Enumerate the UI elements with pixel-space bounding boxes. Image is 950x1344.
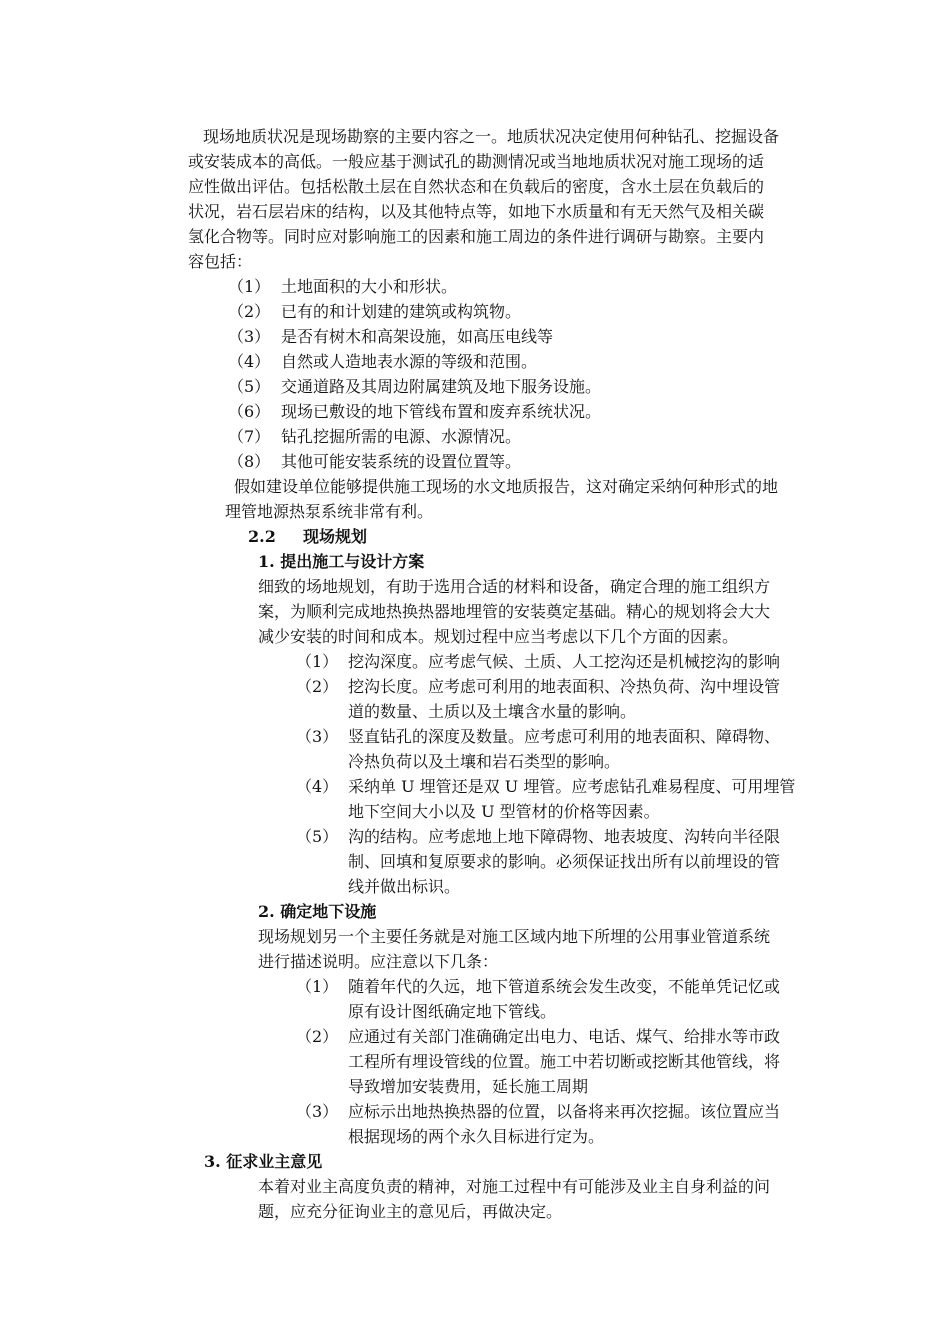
list-item: 其他可能安装系统的设置位置等。 [281,452,522,471]
list-item-number: （3） [228,327,271,346]
list-item-continuation: 根据现场的两个永久目标进行定为。 [348,1127,605,1146]
list-item-continuation: 地下空间大小以及 U 型管材的价格等因素。 [348,802,660,821]
list-item-continuation: 工程所有埋设管线的位置。施工中若切断或挖断其他管线，将 [348,1052,781,1071]
list-item: 自然或人造地表水源的等级和范围。 [281,352,538,371]
list-item: 钻孔挖掘所需的电源、水源情况。 [281,427,522,446]
paragraph-line: 题，应充分征询业主的意见后，再做决定。 [258,1202,563,1221]
intro-line: 应性做出评估。包括松散土层在自然状态和在负载后的密度，含水土层在负载后的 [188,177,765,196]
intro-line: 状况，岩石层岩床的结构，以及其他特点等，如地下水质量和有无天然气及相关碳 [188,202,765,221]
list-item: 交通道路及其周边附属建筑及地下服务设施。 [281,377,602,396]
paragraph-line: 本着对业主高度负责的精神，对施工过程中有可能涉及业主自身利益的问 [258,1177,771,1196]
list-item-continuation: 冷热负荷以及土壤和岩石类型的影响。 [348,752,621,771]
list-item-number: （4） [228,352,271,371]
section-heading: 现场规划 [303,527,368,546]
list-item-number: （8） [228,452,271,471]
intro-line: 现场地质状况是现场勘察的主要内容之一。地质状况决定使用何种钻孔、挖掘设备 [203,127,780,146]
list-item: 应标示出地热换热器的位置，以备将来再次挖掘。该位置应当 [348,1102,781,1121]
paragraph-line: 细致的场地规划，有助于选用合适的材料和设备，确定合理的施工组织方 [258,577,771,596]
list-item: 随着年代的久远，地下管道系统会发生改变，不能单凭记忆或 [348,977,781,996]
list-item-continuation: 制、回填和复原要求的影响。必须保证找出所有以前埋设的管 [348,852,781,871]
list-item-number: （1） [228,277,271,296]
subsection-heading: 1. 提出施工与设计方案 [258,552,425,571]
list-item-number: （7） [228,427,271,446]
paragraph-line: 案，为顺利完成地热换热器地埋管的安装奠定基础。精心的规划将会大大 [258,602,771,621]
paragraph-line: 减少安装的时间和成本。规划过程中应当考虑以下几个方面的因素。 [258,627,739,646]
intro-line: 氢化合物等。同时应对影响施工的因素和施工周边的条件进行调研与勘察。主要内 [188,227,765,246]
list-item-continuation: 道的数量、土质以及土壤含水量的影响。 [348,702,637,721]
list-item-number: （1） [296,977,339,996]
paragraph-line: 进行描述说明。应注意以下几条： [258,952,499,971]
list-item-number: （3） [296,727,339,746]
intro-line: 容包括： [188,252,253,271]
report-line: 理管地源热泵系统非常有利。 [225,502,434,521]
list-item-number: （6） [228,402,271,421]
list-item-number: （2） [228,302,271,321]
report-line: 假如建设单位能够提供施工现场的水文地质报告，这对确定采纳何种形式的地 [234,477,779,496]
list-item-number: （4） [296,777,339,796]
list-item-continuation: 线并做出标识。 [348,877,461,896]
list-item-number: （3） [296,1102,339,1121]
list-item-number: （1） [296,652,339,671]
list-item: 竖直钻孔的深度及数量。应考虑可利用的地表面积、障碍物、 [348,727,781,746]
list-item: 现场已敷设的地下管线布置和废弃系统状况。 [281,402,602,421]
list-item: 挖沟深度。应考虑气候、土质、人工挖沟还是机械挖沟的影响 [348,652,781,671]
list-item: 土地面积的大小和形状。 [281,277,458,296]
section-heading: 3. 征求业主意见 [204,1152,323,1171]
list-item-number: （2） [296,1027,339,1046]
list-item-continuation: 原有设计图纸确定地下管线。 [348,1002,557,1021]
intro-line: 或安装成本的高低。一般应基于测试孔的勘测情况或当地地质状况对施工现场的适 [188,152,765,171]
list-item: 已有的和计划建的建筑或构筑物。 [281,302,522,321]
list-item: 沟的结构。应考虑地上地下障碍物、地表坡度、沟转向半径限 [348,827,781,846]
list-item-continuation: 导致增加安装费用，延长施工周期 [348,1077,589,1096]
section-number: 2.2 [248,527,276,546]
subsection-heading: 2. 确定地下设施 [258,902,377,921]
paragraph-line: 现场规划另一个主要任务就是对施工区域内地下所埋的公用事业管道系统 [258,927,771,946]
list-item: 挖沟长度。应考虑可利用的地表面积、冷热负荷、沟中埋设管 [348,677,781,696]
list-item: 应通过有关部门准确确定出电力、电话、煤气、给排水等市政 [348,1027,781,1046]
list-item-number: （5） [228,377,271,396]
list-item: 采纳单 U 埋管还是双 U 埋管。应考虑钻孔难易程度、可用埋管 [348,777,796,796]
list-item-number: （5） [296,827,339,846]
list-item: 是否有树木和高架设施，如高压电线等 [281,327,554,346]
list-item-number: （2） [296,677,339,696]
